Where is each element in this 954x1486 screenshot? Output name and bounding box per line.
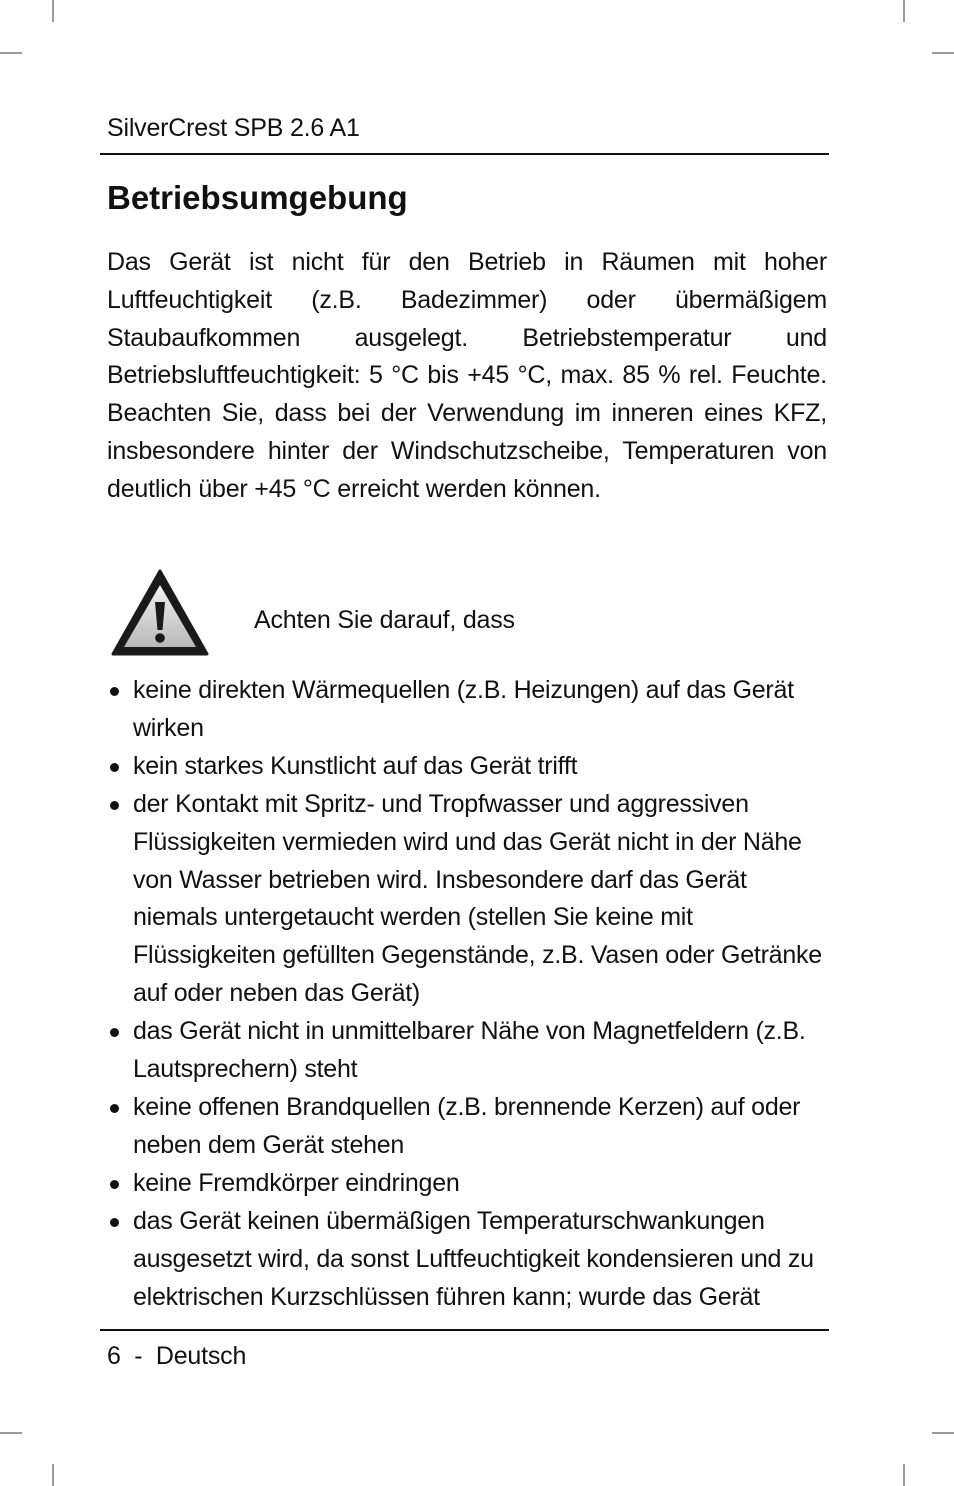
bullet-icon [110,801,119,810]
bullet-icon [110,1218,119,1227]
page-footer [107,1339,246,1373]
list-item-text: keine direkten Wärmequellen (z.B. Heizungen) auf das Gerät wirken [133,676,794,742]
list-item-text: das Gerät keinen übermäßigen Temperaturschwankungen ausgesetzt wird, da sonst Luftfeuchtigkeit kondensieren und zu elektrischen Kurzschlüssen führen kann; wurde das Gerät [133,1206,814,1311]
crop-mark-top-left [52,0,54,22]
crop-mark-right-top [932,52,954,54]
list-item [107,1203,827,1317]
bullet-icon [110,687,119,696]
list-item [107,786,827,1013]
bullet-icon [110,1028,119,1037]
list-item [107,748,827,786]
footer-separator: - [134,1342,143,1370]
crop-mark-bottom-right [903,1464,905,1486]
bullet-icon [110,763,119,772]
list-item [107,1013,827,1089]
crop-mark-bottom-left [52,1464,54,1486]
list-item [107,1089,827,1165]
precaution-list [107,672,827,1316]
list-item-text: kein starkes Kunstlicht auf das Gerät trifft [133,751,578,780]
list-item [107,672,827,748]
intro-paragraph: Das Gerät ist nicht für den Betrieb in Räumen mit hoher Luftfeuchtigkeit (z.B. Badezimmer) oder übermäßigem Staubaufkommen ausgelegt. Betriebstemperatur und Betriebsluftfeuchtigkeit: 5 °C bis +45 °C, max. 85 % rel. Feuchte. Beachten Sie, dass bei der Verwendung im inneren eines KFZ, insbesondere hinter der Windschutzscheibe, Temperaturen von deutlich über +45 °C erreicht werden können. [107,248,827,503]
footer-language: Deutsch [155,1342,247,1370]
bullet-icon [110,1180,119,1189]
list-item-text: keine offenen Brandquellen (z.B. brennende Kerzen) auf oder neben dem Gerät stehen [133,1092,801,1159]
list-item-text: der Kontakt mit Spritz- und Tropfwasser und aggressiven Flüssigkeiten vermieden wird und das Gerät nicht in der Nähe von Wasser betrieben wird. Insbesondere darf das Gerät niemals untergetaucht werden (stellen Sie keine mit Flüssigkeiten gefüllten Gegenstände, z.B. Vasen oder Getränke auf oder neben das Gerät) [133,789,822,1008]
section-title: Betriebsumgebung [107,179,408,216]
list-item-text: das Gerät nicht in unmittelbarer Nähe von Magnetfeldern (z.B. Lautsprechern) steht [133,1017,806,1084]
page-number: 6 [107,1342,121,1370]
footer-rule [100,1329,829,1331]
crop-mark-right-bottom [932,1432,954,1434]
crop-mark-left-top [0,52,22,54]
warning-triangle-icon [110,568,210,658]
crop-mark-left-bottom [0,1432,22,1434]
list-item-text: keine Fremdkörper eindringen [133,1168,460,1197]
crop-mark-top-right [903,0,905,22]
list-item [107,1165,827,1203]
running-header: SilverCrest SPB 2.6 A1 [107,114,360,142]
header-rule [100,153,829,155]
bullet-icon [110,1104,119,1113]
warning-intro-text: Achten Sie darauf, dass [254,606,515,634]
